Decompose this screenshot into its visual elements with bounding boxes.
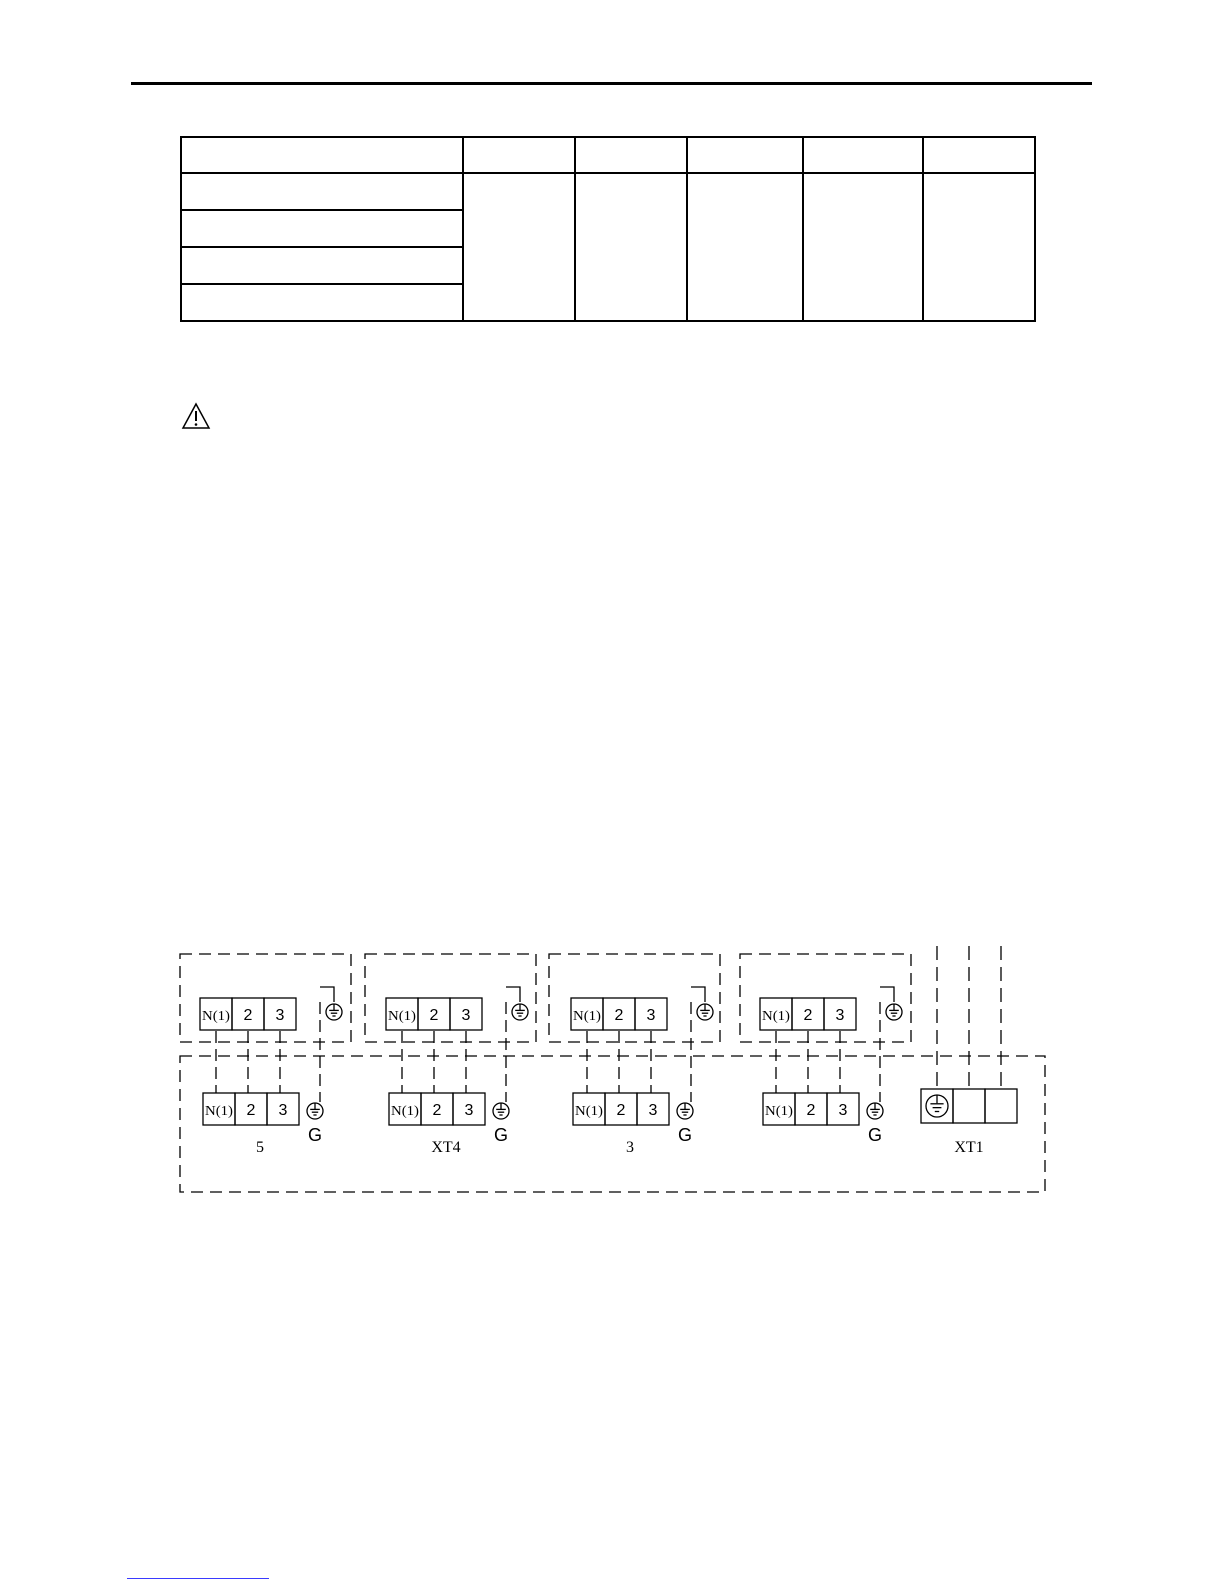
terminal-block-name: 3: [626, 1139, 634, 1156]
lower-terminal-label: N(1): [391, 1104, 420, 1119]
header-rule: [131, 82, 1092, 85]
table-cell: [575, 173, 687, 321]
upper-terminal-label: N(1): [573, 1009, 602, 1024]
upper-terminal-label: 2: [429, 1007, 439, 1024]
header-cell: [463, 137, 575, 173]
upper-terminal-label: 3: [461, 1007, 471, 1024]
table-cell: [923, 173, 1035, 321]
spec-table: [180, 136, 1036, 322]
upper-terminal-label: N(1): [202, 1009, 231, 1024]
upper-terminal-label: N(1): [762, 1009, 791, 1024]
table-cell: [181, 210, 463, 247]
header-cell: [803, 137, 923, 173]
main-terminal-name: XT1: [954, 1139, 984, 1156]
ground-wire: [320, 987, 334, 1002]
header-cell: [687, 137, 803, 173]
header-cell: [575, 137, 687, 173]
table-cell: [803, 173, 923, 321]
table-cell: [181, 284, 463, 321]
upper-terminal-label: 3: [275, 1007, 285, 1024]
lower-terminal-label: 2: [806, 1102, 816, 1119]
lower-terminal-label: N(1): [205, 1104, 234, 1119]
lower-terminal-label: N(1): [575, 1104, 604, 1119]
lower-terminal-label: 3: [278, 1102, 288, 1119]
lower-terminal-label: 2: [616, 1102, 626, 1119]
upper-terminal-label: N(1): [388, 1009, 417, 1024]
upper-terminal-label: 2: [614, 1007, 624, 1024]
lower-terminal-label: 3: [464, 1102, 474, 1119]
table-cell: [181, 173, 463, 210]
terminal-block-name: XT4: [431, 1139, 461, 1156]
lower-terminal-label: 2: [246, 1102, 256, 1119]
main-enclosure: [180, 1056, 1045, 1192]
ground-wire: [691, 987, 705, 1002]
lower-terminal-label: 3: [648, 1102, 658, 1119]
warning-triangle-icon: [181, 402, 211, 430]
ground-wire: [880, 987, 894, 1002]
main-terminal-cell: [985, 1089, 1017, 1123]
ground-label: G: [307, 1125, 323, 1145]
header-cell: [923, 137, 1035, 173]
upper-terminal-label: 3: [646, 1007, 656, 1024]
wiring-diagram: [0, 920, 1225, 1210]
lower-terminal-label: 2: [432, 1102, 442, 1119]
footer-link-underline: [127, 1578, 269, 1579]
ground-label: G: [867, 1125, 883, 1145]
table-cell: [181, 247, 463, 284]
main-terminal-cell: [953, 1089, 985, 1123]
table-header-row: [181, 137, 1035, 173]
lower-terminal-label: N(1): [765, 1104, 794, 1119]
table-row: [181, 173, 1035, 210]
upper-terminal-label: 3: [835, 1007, 845, 1024]
table-cell: [687, 173, 803, 321]
header-cell: [181, 137, 463, 173]
ground-label: G: [677, 1125, 693, 1145]
upper-terminal-label: 2: [803, 1007, 813, 1024]
upper-terminal-label: 2: [243, 1007, 253, 1024]
ground-wire: [506, 987, 520, 1002]
table-cell: [463, 173, 575, 321]
lower-terminal-label: 3: [838, 1102, 848, 1119]
ground-label: G: [493, 1125, 509, 1145]
terminal-block-name: 5: [256, 1139, 264, 1156]
